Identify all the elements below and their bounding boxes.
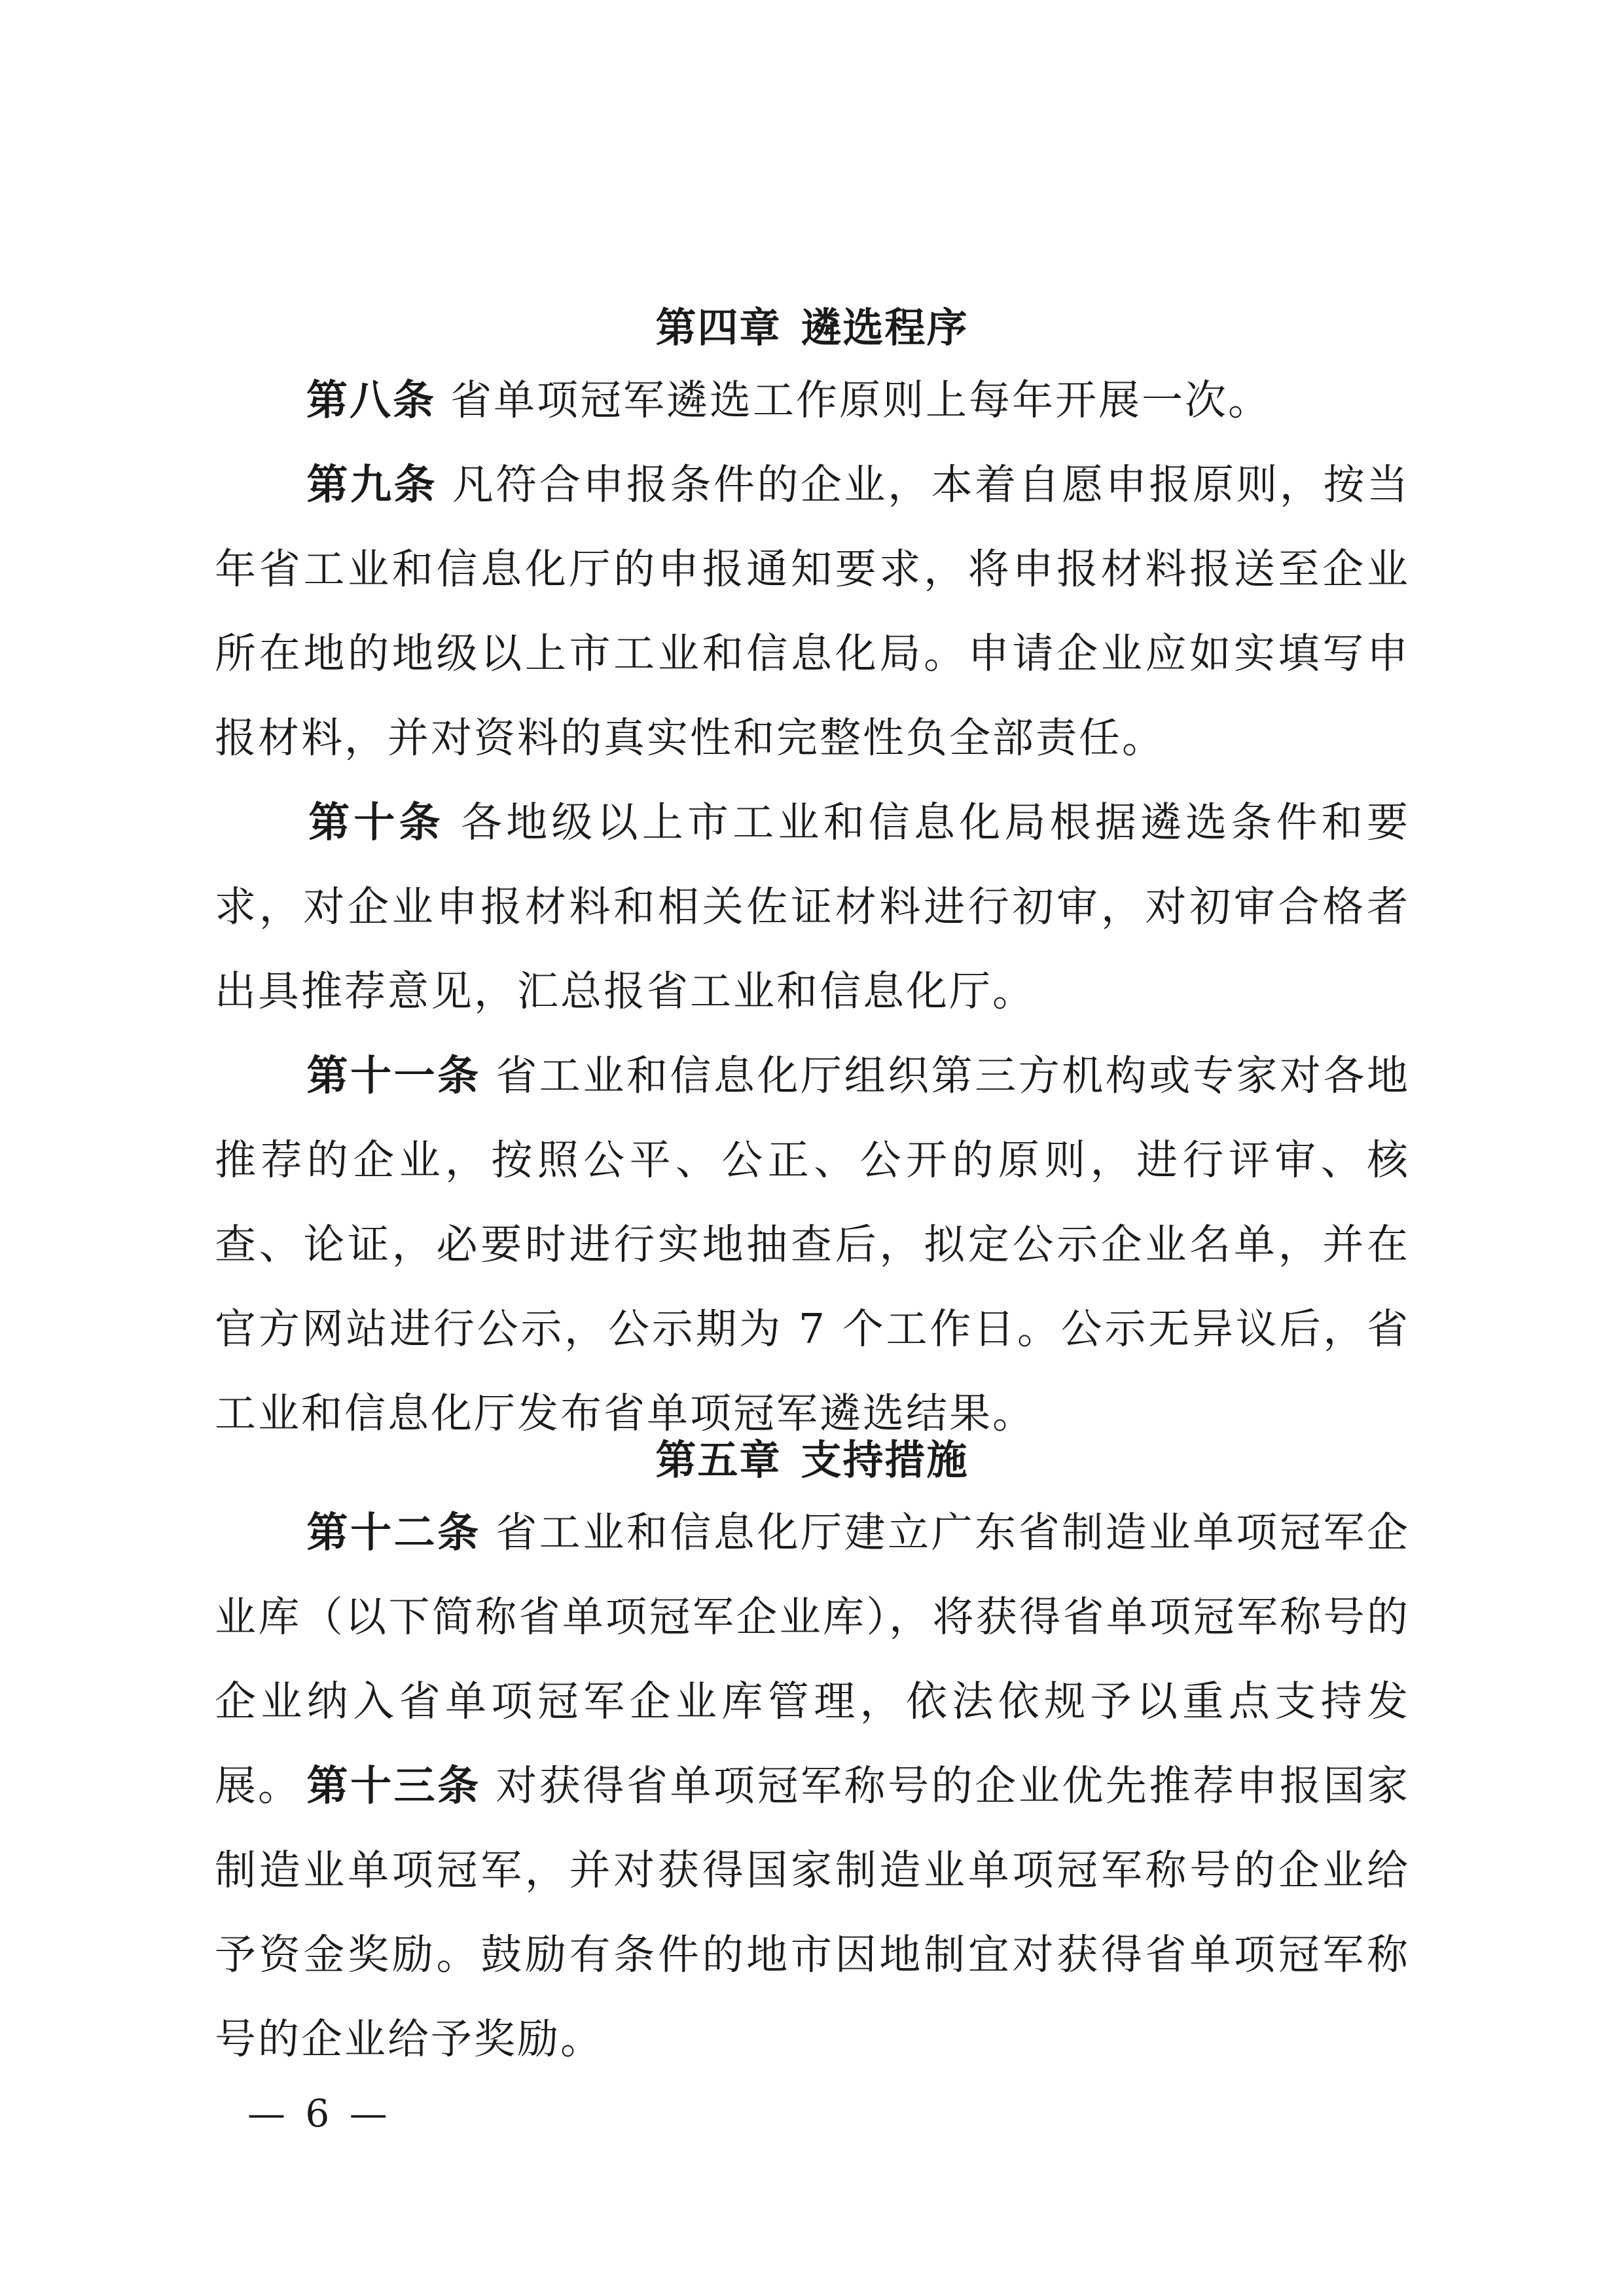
article-10 <box>215 780 1410 1033</box>
article-13 <box>215 1744 1410 2081</box>
article-label: 第十二条 <box>306 1509 481 1556</box>
article-8 <box>215 358 1410 442</box>
article-label: 第十三条 <box>306 1762 481 1810</box>
chapter-5-heading <box>0 1436 1624 1484</box>
article-9 <box>215 442 1410 780</box>
article-text: 省工业和信息化厅组织第三方机构或专家对各地推荐的企业，按照公平、公正、公开的原则，进行评审、核查、论证，必要时进行实地抽查后，拟定公示企业名单，并在官方网站进行公示，公示期为 7 个工作日。公示无异议后，省工业和信息化厅发布省单项冠军遴选结果。 <box>215 1052 1411 1437</box>
article-text: 省单项冠军遴选工作原则上每年开展一次。 <box>450 376 1271 424</box>
article-text: 凡符合申报条件的企业，本着自愿申报原则，按当年省工业和信息化厅的申报通知要求，将申报材料报送至企业所在地的地级以上市工业和信息化局。申请企业应如实填写申报材料，并对资料的真实性和完整性负全部责任。 <box>215 461 1411 762</box>
chapter-5-label: 第五章 <box>655 1436 782 1484</box>
article-text: 对获得省单项冠军称号的企业优先推荐申报国家制造业单项冠军，并对获得国家制造业单项冠军称号的企业给予资金奖励。鼓励有条件的地市因地制宜对获得省单项冠军称号的企业给予奖励。 <box>215 1762 1411 2063</box>
page-number: — 6 — <box>247 2091 391 2136</box>
chapter-5-title: 支持措施 <box>801 1436 969 1484</box>
article-11 <box>215 1033 1410 1456</box>
chapter-4-label: 第四章 <box>655 304 782 351</box>
chapter-4-heading <box>0 304 1624 351</box>
article-text: 各地级以上市工业和信息化局根据遴选条件和要求，对企业申报材料和相关佐证材料进行初审，对初审合格者出具推荐意见，汇总报省工业和信息化厅。 <box>215 798 1411 1015</box>
article-text: 省工业和信息化厅建立广东省制造业单项冠军企业库（以下简称省单项冠军企业库），将获得省单项冠军称号的企业纳入省单项冠军企业库管理，依法依规予以重点支持发展。 <box>215 1509 1411 1810</box>
chapter-4-title: 遴选程序 <box>801 304 969 351</box>
article-label: 第十一条 <box>306 1052 481 1100</box>
article-label: 第九条 <box>306 461 438 509</box>
article-label: 第十条 <box>306 798 444 846</box>
article-label: 第八条 <box>306 376 436 424</box>
